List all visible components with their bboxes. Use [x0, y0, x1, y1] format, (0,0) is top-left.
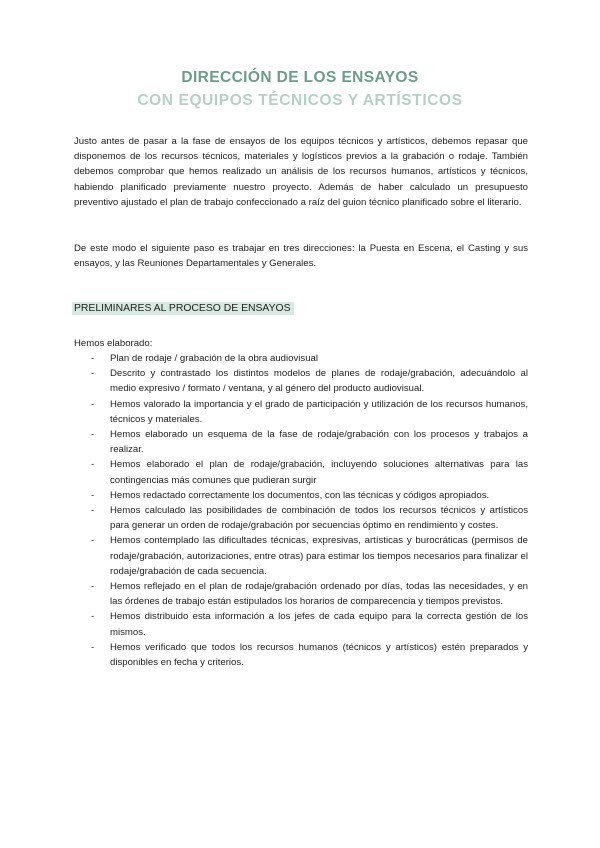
- preliminaries-list: [74, 351, 528, 670]
- bullet-dash: -: [91, 535, 95, 547]
- list-item: - Hemos redactado correctamente los documentos, con las técnicas y códigos apropiados.: [74, 488, 528, 503]
- list-item: - Hemos distribuido esta información a los jefes de cada equipo para la correcta gestión de los mismos.: [91, 611, 528, 638]
- bullet-dash: -: [91, 459, 95, 471]
- bullet-dash: -: [91, 581, 95, 593]
- bullet-dash: -: [91, 611, 95, 623]
- intro-paragraph-1: Justo antes de pasar a la fase de ensayos de los equipos técnicos y artísticos, debemos repasar que disponemos de los recursos técnicos, materiales y logísticos previos a la grabación o rodaje. También debemos comprobar que hemos realizado un análisis de los recursos humanos, artísticos y técnicos, habiendo planificado previamente nuestro proyecto. Además de haber calculado un presupuesto preventivo ajustado el plan de trabajo confeccionado a raíz del guion técnico planificado sobre el literario.: [74, 136, 528, 208]
- bullet-dash: -: [91, 489, 95, 501]
- list-item: - Hemos elaborado el plan de rodaje/grabación, incluyendo soluciones alternativas para las contingencias más comunes que pudieran surgir: [91, 459, 528, 486]
- bullet-dash: -: [91, 429, 95, 441]
- intro-paragraph-2: De este modo el siguiente paso es trabajar en tres direcciones: la Puesta en Escena, el Casting y sus ensayos, y las Reuniones Departamentales y Generales.: [74, 243, 528, 270]
- list-item: - Hemos elaborado un esquema de la fase de rodaje/grabación con los procesos y trabajos a realizar.: [91, 429, 528, 456]
- bullet-dash: -: [91, 353, 95, 364]
- title-line-1: DIRECCIÓN DE LOS ENSAYOS: [181, 69, 419, 86]
- section-heading: PRELIMINARES AL PROCESO DE ENSAYOS: [72, 302, 294, 315]
- bullet-dash: -: [91, 641, 95, 653]
- list-item: - Hemos reflejado en el plan de rodaje/grabación ordenado por días, todas las necesidades, y en las órdenes de trabajo están estipulados los horarios de comparecencia y tiempos previstos.: [91, 581, 528, 608]
- list-item: - Hemos valorado la importancia y el grado de participación y utilización de los recursos humanos, técnicos y materiales.: [91, 398, 528, 425]
- title-line-2: CON EQUIPOS TÉCNICOS Y ARTÍSTICOS: [137, 92, 463, 109]
- bullet-dash: -: [91, 505, 95, 517]
- bullet-dash: -: [91, 368, 95, 380]
- list-item: - Hemos calculado las posibilidades de combinación de todos los recursos técnicos y artísticos para generar un orden de rodaje/grabación por secuencias óptimo en rendimiento y costes.: [91, 505, 528, 532]
- list-intro: Hemos elaborado:: [74, 338, 153, 349]
- list-item: - Plan de rodaje / grabación de la obra audiovisual: [74, 351, 528, 366]
- bullet-dash: -: [91, 398, 95, 410]
- list-item: - Hemos contemplado las dificultades técnicas, expresivas, artísticas y burocráticas (permisos de rodaje/grabación, autorizaciones, entre otras) para estimar los tiempos necesarios para finalizar el rodaje/grabación de cada secuencia.: [91, 535, 528, 577]
- list-item: - Hemos verificado que todos los recursos humanos (técnicos y artísticos) estén preparados y disponibles en fecha y criterios.: [91, 641, 528, 669]
- list-item: - Descrito y contrastado los distintos modelos de planes de rodaje/grabación, adecuándolo al medio expresivo / formato / ventana, y al género del producto audiovisual.: [91, 368, 528, 395]
